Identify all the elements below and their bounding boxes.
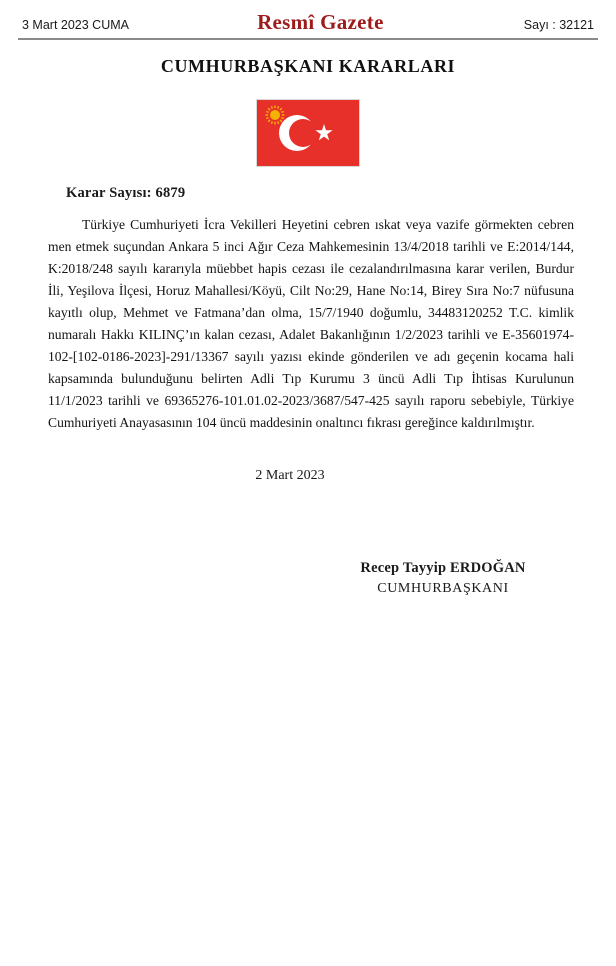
flag-container [0,99,616,167]
sun-core [270,110,280,120]
signatory-title: CUMHURBAŞKANI [377,581,509,597]
signatory-name: Recep Tayyip ERDOĞAN [360,560,526,577]
signature-block [318,560,568,597]
turkish-flag-icon [256,99,360,167]
masthead [0,0,616,32]
sun-emblem-icon [265,105,285,125]
decision-date: 2 Mart 2023 [255,468,325,484]
star-shape [315,124,333,142]
masthead-issue-number: Sayı : 32121 [523,18,594,32]
masthead-title: Resmî Gazete [257,10,384,34]
page-title: CUMHURBAŞKANI KARARLARI [160,56,456,76]
decision-body-text: Türkiye Cumhuriyeti İcra Vekilleri Heyetini cebren ıskat veya vazife görmekten cebren men etmek suçundan Ankara 5 inci Ağır Ceza Mahkemesinin 13/4/2018 tarihli ve E:2014/144, K:2018/248 sayılı kararıyla müebbet hapis cezası ile cezalandırılmasına karar verilen, Burdur İli, Yeşilova İlçesi, Horuz Mahallesi/Köyü, Cilt No:29, Hane No:14, Birey Sıra No:7 nüfusuna kayıtlı olup, Mehmet ve Fatmana’dan olma, 15/7/1940 doğumlu, 34483120252 T.C. kimlik numaralı Hakkı KILINÇ’ın kalan cezası, Adalet Bakanlığının 1/2/2023 tarihli ve E-35601974-102-[102-0186-2023]-291/13367 sayılı yazısı ekinde gönderilen ve adı geçenin kocama hali kapsamında bulunduğunu belirten Adli Tıp Kurumu 3 üncü Adli Tıp İhtisas Kurulunun 11/1/2023 tarihli ve 69365276-101.01.02-2023/3687/547-425 sayılı raporu sebebiyle, Türkiye Cumhuriyeti Anayasasının 104 üncü maddesinin onaltıncı fıkrası gereğince kaldırılmıştır. [48,217,574,431]
masthead-date: 3 Mart 2023 CUMA [22,18,129,32]
decision-number: Karar Sayısı: 6879 [66,185,186,201]
header-divider [18,38,598,40]
